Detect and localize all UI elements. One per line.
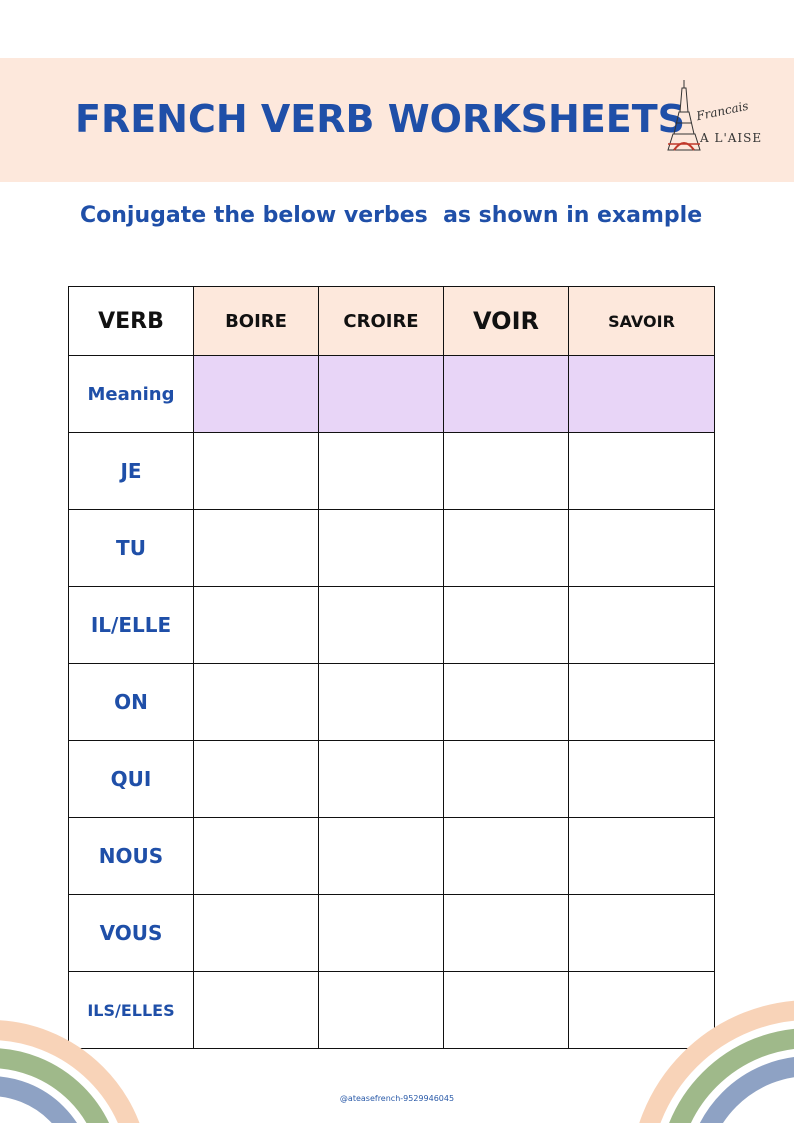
- table-row: [69, 433, 715, 510]
- answer-cell[interactable]: [569, 510, 715, 587]
- answer-cell[interactable]: [569, 587, 715, 664]
- pronoun-label: TU: [69, 510, 194, 587]
- answer-cell[interactable]: [569, 972, 715, 1049]
- verb-header-cell: VOIR: [444, 287, 569, 356]
- answer-cell[interactable]: [194, 356, 319, 433]
- answer-cell[interactable]: [194, 818, 319, 895]
- table-row: [69, 741, 715, 818]
- table-row: [69, 664, 715, 741]
- answer-cell[interactable]: [319, 741, 444, 818]
- table-row: [69, 818, 715, 895]
- logo-sub-text: A L'AISE: [700, 131, 763, 145]
- page-title: FRENCH VERB WORKSHEETS: [75, 97, 686, 141]
- answer-cell[interactable]: [319, 356, 444, 433]
- pronoun-label: IL/ELLE: [69, 587, 194, 664]
- answer-cell[interactable]: [569, 818, 715, 895]
- answer-cell[interactable]: [194, 587, 319, 664]
- answer-cell[interactable]: [319, 895, 444, 972]
- pronoun-label: QUI: [69, 741, 194, 818]
- answer-cell[interactable]: [444, 356, 569, 433]
- conjugation-table: [68, 286, 715, 1049]
- answer-cell[interactable]: [569, 664, 715, 741]
- answer-cell[interactable]: [319, 433, 444, 510]
- pronoun-label: JE: [69, 433, 194, 510]
- answer-cell[interactable]: [194, 741, 319, 818]
- answer-cell[interactable]: [194, 664, 319, 741]
- answer-cell[interactable]: [194, 433, 319, 510]
- table-row: [69, 510, 715, 587]
- verb-header-cell: SAVOIR: [569, 287, 715, 356]
- table-header-row: [69, 287, 715, 356]
- answer-cell[interactable]: [444, 895, 569, 972]
- answer-cell[interactable]: [444, 972, 569, 1049]
- answer-cell[interactable]: [569, 356, 715, 433]
- answer-cell[interactable]: [569, 895, 715, 972]
- answer-cell[interactable]: [319, 818, 444, 895]
- answer-cell[interactable]: [444, 433, 569, 510]
- pronoun-label: ILS/ELLES: [69, 972, 194, 1049]
- pronoun-label: NOUS: [69, 818, 194, 895]
- answer-cell[interactable]: [444, 818, 569, 895]
- pronoun-label: VOUS: [69, 895, 194, 972]
- answer-cell[interactable]: [319, 664, 444, 741]
- answer-cell[interactable]: [569, 433, 715, 510]
- meaning-label: Meaning: [69, 356, 194, 433]
- pronoun-label: ON: [69, 664, 194, 741]
- table-row: [69, 972, 715, 1049]
- answer-cell[interactable]: [194, 895, 319, 972]
- verb-header-cell: CROIRE: [319, 287, 444, 356]
- answer-cell[interactable]: [194, 972, 319, 1049]
- answer-cell[interactable]: [444, 510, 569, 587]
- answer-cell[interactable]: [444, 741, 569, 818]
- answer-cell[interactable]: [444, 587, 569, 664]
- answer-cell[interactable]: [319, 510, 444, 587]
- answer-cell[interactable]: [319, 972, 444, 1049]
- footer-contact: @ateasefrench-9529946045: [339, 1094, 455, 1103]
- answer-cell[interactable]: [444, 664, 569, 741]
- instruction-text: Conjugate the below verbes as shown in example: [80, 203, 703, 228]
- answer-cell[interactable]: [319, 587, 444, 664]
- answer-cell[interactable]: [569, 741, 715, 818]
- verb-header-cell: BOIRE: [194, 287, 319, 356]
- meaning-row: [69, 356, 715, 433]
- verb-header: VERB: [69, 287, 194, 356]
- table-row: [69, 895, 715, 972]
- logo-script-text: Francais: [695, 98, 750, 124]
- answer-cell[interactable]: [194, 510, 319, 587]
- table-row: [69, 587, 715, 664]
